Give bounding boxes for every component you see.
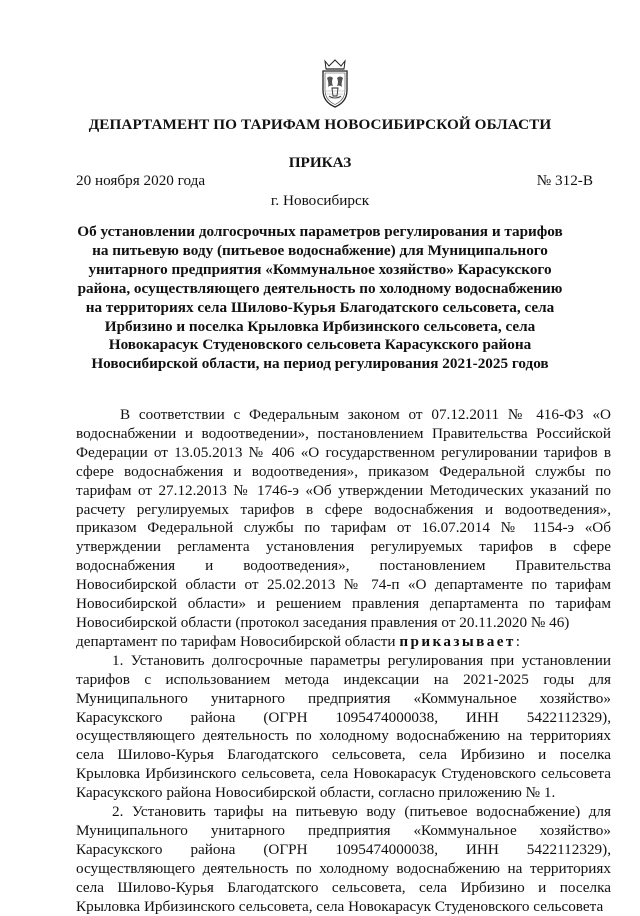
orders-line — [76, 633, 611, 652]
orders-lead: департамент по тарифам Новосибирской области — [76, 632, 396, 650]
orders-keyword: приказывает — [399, 632, 516, 650]
city-line: г. Новосибирск — [270, 192, 370, 209]
preamble-paragraph: В соответствии с Федеральным законом от 07.12.2011 № 416-ФЗ «О водоснабжении и водоотведении», постановлением Правительства Российской Федерации от 13.05.2013 № 406 «О государственном регулировании тарифов в сфере водоснабжения и водоотведения», приказом Федеральной службы по тарифам от 27.12.2013 № 1746-э «Об утверждении Методических указаний по расчету регулируемых тарифов в сфере водоснабжения и водоотведения», приказом Федеральной службы по тарифам от 16.07.2014 № 1154-э «Об утверждении регламента установления регулируемых тарифов в сфере водоснабжения и водоотведения», постановлением Правительства Новосибирской области от 25.02.2013 № 74-п «О департаменте по тарифам Новосибирской области» и решением правления департамента по тарифам Новосибирской области (протокол заседания правления от 20.11.2020 № 46) — [76, 406, 611, 631]
coat-of-arms-icon — [316, 58, 354, 110]
order-subject: Об установлении долгосрочных параметров регулирования и тарифов на питьевую воду (питьевое водоснабжение) для Муниципального унитарного предприятия «Коммунальное хозяйство» Карасукского района, осуществляющего деятельность по холодному водоснабжению на территориях села Шилово-Курья Благодатского сельсовета, села Ирбизино и поселка Крыловка Ирбизинского сельсовета, села Новокарасук Студеновского сельсовета Карасукского района Новосибирской области, на период регулирования 2021-2025 годов — [77, 223, 563, 373]
document-type-title: ПРИКАЗ — [288, 154, 352, 171]
order-body — [76, 406, 611, 916]
order-date: 20 ноября 2020 года — [76, 172, 206, 189]
order-item-1: 1. Установить долгосрочные параметры регулирования при установлении тарифов с использованием метода индексации на 2021-2025 годы для Муниципального унитарного предприятия «Коммунальное хозяйство» Карасукского района (ОГРН 1095474000038, ИНН 5422112329), осуществляющего деятельность по холодному водоснабжению на территориях села Шилово-Курья Благодатского сельсовета, села Ирбизино и поселка Крыловка Ирбизинского сельсовета, села Новокарасук Студеновского сельсовета Карасукского района Новосибирской области, согласно приложению № 1. — [76, 651, 611, 802]
order-number: № 312-В — [536, 172, 593, 189]
department-heading: ДЕПАРТАМЕНТ ПО ТАРИФАМ НОВОСИБИРСКОЙ ОБЛАСТИ — [88, 116, 552, 133]
orders-colon: : — [515, 632, 521, 650]
order-item-2: 2. Установить тарифы на питьевую воду (питьевое водоснабжение) для Муниципального унитарного предприятия «Коммунальное хозяйство» Карасукского района (ОГРН 1095474000038, ИНН 5422112329), осуществляющего деятельность по холодному водоснабжению на территориях села Шилово-Курья Благодатского сельсовета, села Ирбизино и поселка Крыловка Ирбизинского сельсовета, села Новокарасук Студеновского сельсовета — [76, 803, 611, 915]
